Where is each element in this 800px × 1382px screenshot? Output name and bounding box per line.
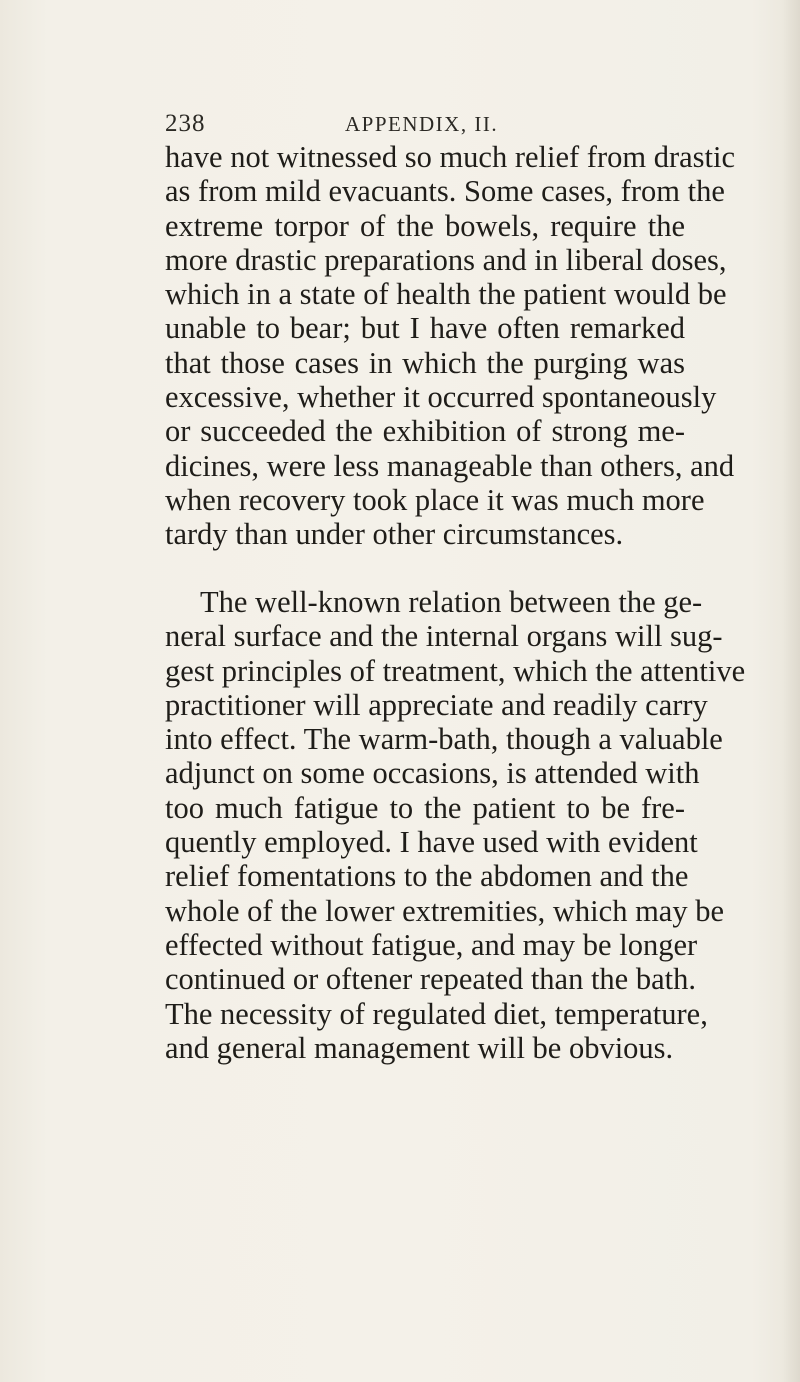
text-line: continued or oftener repeated than the bath. — [165, 962, 696, 997]
text-line: extreme torpor of the bowels, require the — [165, 208, 685, 243]
text-line: effected without fatigue, and may be longer — [165, 927, 698, 962]
text-line: excessive, whether it occurred spontaneously — [165, 380, 717, 415]
text-line: The necessity of regulated diet, temperature, — [165, 996, 708, 1031]
text-line: dicines, were less manageable than others, and — [165, 448, 735, 483]
text-line: relief fomentations to the abdomen and the — [165, 859, 689, 894]
text-line: have not witnessed so much relief from drastic — [165, 140, 736, 174]
text-line: quently employed. I have used with evident — [165, 825, 698, 860]
text-line: tardy than under other circumstances. — [165, 517, 624, 552]
text-line: whole of the lower extremities, which may be — [165, 893, 724, 928]
text-line: The well-known relation between the ge- — [200, 585, 703, 619]
text-line: gest principles of treatment, which the attentive — [165, 653, 746, 688]
text-line: that those cases in which the purging was — [165, 345, 685, 380]
page-number: 238 — [165, 110, 206, 137]
text-line: neral surface and the internal organs will sug- — [165, 619, 723, 654]
text-line: when recovery took place it was much more — [165, 482, 705, 517]
text-line: practitioner will appreciate and readily carry — [165, 687, 708, 722]
text-line: adjunct on some occasions, is attended with — [165, 756, 700, 791]
text-line: into effect. The warm-bath, though a valuable — [165, 722, 723, 757]
text-line: or succeeded the exhibition of strong me- — [165, 414, 685, 449]
text-line: more drastic preparations and in liberal doses, — [165, 242, 727, 277]
text-line: unable to bear; but I have often remarked — [165, 311, 685, 346]
text-line: and general management will be obvious. — [165, 1030, 674, 1065]
text-line: too much fatigue to the patient to be fre- — [165, 790, 685, 825]
page-edge-shadow — [782, 0, 800, 1382]
running-head: APPENDIX, II. — [345, 112, 499, 136]
paragraph-2 — [165, 585, 746, 1065]
text-line: as from mild evacuants. Some cases, from the — [165, 174, 725, 209]
paragraph-1 — [165, 140, 736, 552]
text-line: which in a state of health the patient would be — [165, 277, 727, 312]
